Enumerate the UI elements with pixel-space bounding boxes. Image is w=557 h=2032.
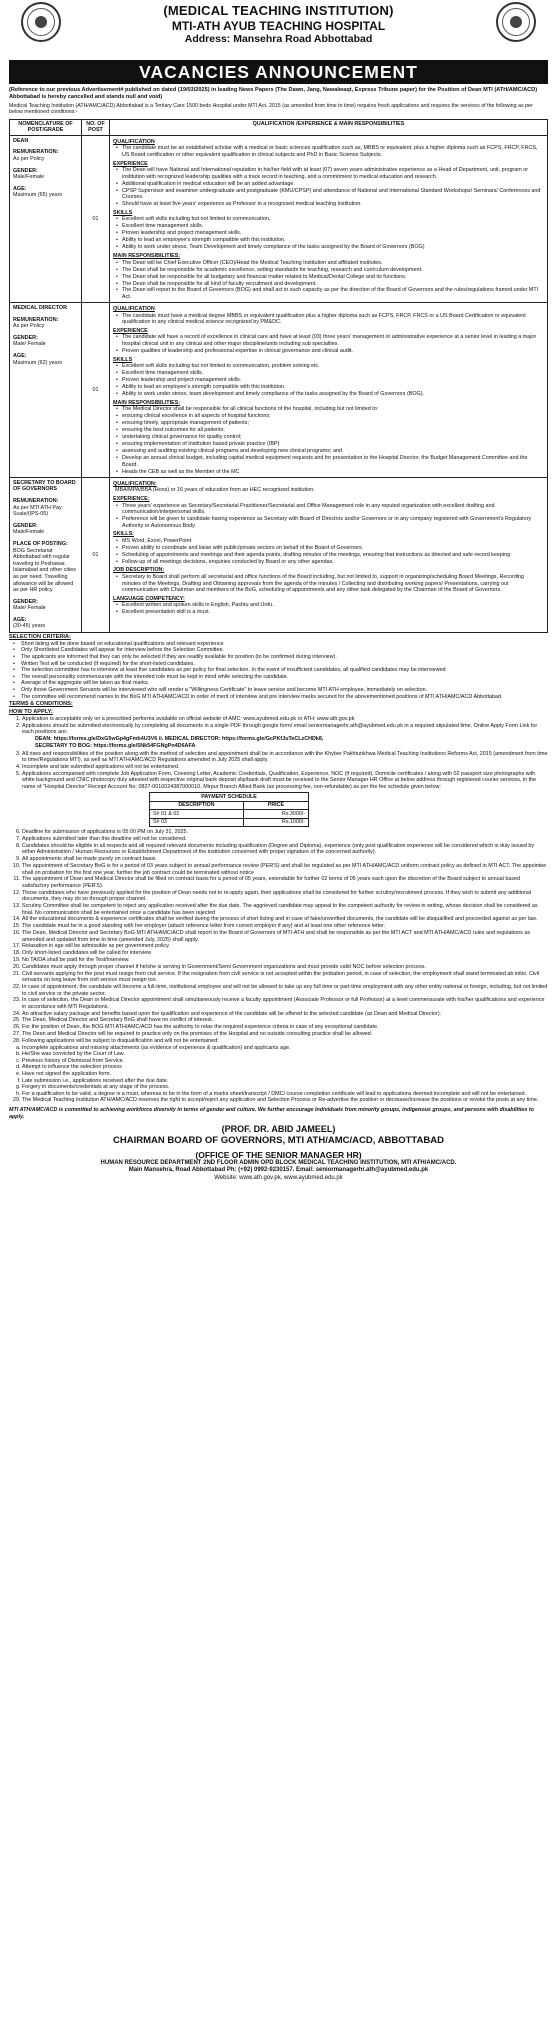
- section-heading: QUALIFICATION:: [113, 480, 157, 487]
- post-qualification-cell: [110, 477, 548, 632]
- payment-row-price: Rs.1000/-: [243, 818, 308, 826]
- section-item: • ensuring implementation of Institution based private practice (IBP): [122, 441, 544, 448]
- terms-item: 8. Candidates should be eligible in all respects and all required relevant documents including qualification (Degree and Diploma), experience (only post qualification experience will be considered which is duly issued by either Administration / Human Resources or Establishment Department of the institution concerned with proper signature of the concerned authority).: [22, 843, 548, 856]
- terms-item: 20. Candidates must apply through proper channel if he/she is serving in Government/Semi Government organizations and must provide valid NOC before selection process.: [22, 964, 548, 971]
- disqualification-list: [9, 1045, 548, 1098]
- section-heading: QUALIFICATION: [113, 138, 155, 145]
- selection-item: • The overall personality commensurate with the intended role must be kept in mind while selecting the candidate.: [21, 674, 548, 681]
- section-item: • Ability to lead an employee's strength compatible with this institution.: [122, 237, 544, 244]
- post-title: SECRETARY TO BOARD OF GOVERNORS: [13, 479, 76, 493]
- section-item: • ensuring clinical excellence in all aspects of hospital functions;: [122, 413, 544, 420]
- section-list: [113, 167, 544, 208]
- section-item: • The candidate must have a medical degree MBBS or equivalent qualification plus a higher diploma such as FCPS, FRCP, FRCS or a US Board Certification or equivalent qualification in any clinical medical science recognized by PM&DC.: [122, 313, 544, 326]
- institution-logo-left: [21, 2, 61, 42]
- terms-item: 7. Applications submitted later than this deadline will not be considered.: [22, 836, 548, 843]
- section-heading: SKILLS: [113, 356, 133, 363]
- section-item: • The candidate must be an established scholar with a medical or basic sciences qualification such as, MBBS or equivalent, plus a higher diploma such as FCPS, FRCP, FRCS, US Board certification or other equivalent qualification in clinical subjects and PhD in Basic Science Subjects.: [122, 145, 544, 158]
- payment-col-price: PRICE: [243, 801, 308, 809]
- terms-list-b: [9, 751, 548, 791]
- post-detail-label: AGE:: [13, 185, 27, 192]
- post-count: 01: [82, 303, 110, 478]
- section-heading: SKILLS: [113, 209, 133, 216]
- terms-item: 2. Applications should be submitted electronically by completing all documents in a single PDF through google form/ email seniormanagerhr.ath@ayubmed.edu.pk in a required stipulated time. Online Apply Form Link for each positions are;: [22, 723, 548, 736]
- selection-item: • Average of the aggregate will be taken as final marks.: [21, 680, 548, 687]
- disqualification-item: g. Forgery in documents/credentials at any stage of the process.: [22, 1084, 548, 1091]
- disqualification-item: c. Previous history of Dismissal from Service.: [22, 1058, 548, 1065]
- post-details-cell: [10, 303, 82, 478]
- terms-item: 28. Following applications will be subject to disqualification and will not be entertained:: [22, 1038, 548, 1045]
- terms-item: 16. The Dean, Medical Director and Secretary BoG MTI ATH/AMC/ACD shall report to the Board of Governors of MTI-ATH and shall be responsible as per the MTI ACT and MTI ATH/AMC/ACD rules and regulations as amended and updated from time to time (amended July, 2025) shall apply.: [22, 930, 548, 943]
- post-detail-label: REMUNERATION:: [13, 316, 59, 323]
- payment-schedule-title: PAYMENT SCHEDULE: [150, 793, 309, 801]
- apply-links: [9, 736, 548, 750]
- signatory-designation: CHAIRMAN BOARD OF GOVERNORS, MTI ATH/AMC/ACD, ABBOTTABAD: [113, 1135, 444, 1147]
- institution-logo-right: [496, 2, 536, 42]
- post-title: DEAN: [13, 137, 29, 144]
- terms-item: 1. Application is acceptable only on a prescribed performa available on official website of AMC: www.ayubmed.edu.pk or ATH: www.ath.gov.pk: [22, 716, 548, 723]
- section-item: • Proven leadership and project management skills.: [122, 230, 544, 237]
- selection-item: • Short listing will be done based on educational qualifications and relevant experience: [21, 641, 548, 648]
- section-item: • Preference will be given to candidate having experience as Secretary with Board of Directors and/or Governors or in any company registered with Government's Regulatory Authority or Autonomous Body.: [122, 516, 544, 529]
- section-heading: EXPERIENCE:: [113, 495, 150, 502]
- post-detail-value: As per Policy: [13, 323, 45, 330]
- post-detail-value: BOG Secretariat Abbottabad with regular traveling to Peshawar, Islamabad and other cities as per need. Travelling allowance will be allowed as per HR policy.: [13, 547, 76, 594]
- post-detail-label: GENDER:: [13, 598, 38, 605]
- terms-list-d: [9, 1097, 548, 1104]
- section-list: [113, 145, 544, 158]
- terms-item: 10. The appointment of Secretary BoG is for a period of 03 years subject to annual performance review (PER'S) and shall be regulated as per MTI ATH/AMC/ACD uniform contract policy as defined in MTI ACT. The appointee shall on probation for the first one year, further the job contract could be terminated without notice: [22, 863, 548, 876]
- office-address-line1: HUMAN RESOURCE DEPARTMENT 2ND FLOOR ADMIN OPD BLOCK MEDICAL TEACHING INSTITUTION, MTI ATH/AMC/ACD.: [100, 1160, 457, 1166]
- section-text: MBA/MPA/BBA (Hons) or 16 years of education from an HEC recognized institution.: [115, 487, 315, 494]
- section-list: [113, 574, 544, 594]
- terms-item: 13. Scrutiny Committee shall be competent to reject any application received after the due date. The aggrieved candidate may appeal to the competent authority for review in writing, whose decision shall be considered as final. No communication shall be entertained once a candidate has been rejected: [22, 903, 548, 916]
- section-list: [113, 503, 544, 530]
- signatory-name: (PROF. DR. ABID JAMEEL): [221, 1124, 336, 1135]
- section-item: • Should have at least five years' experience as Professor in a recognised medical teaching institution.: [122, 201, 544, 208]
- section-item: • Excellent time management skills.: [122, 223, 544, 230]
- section-item: • Ability to work under stress, team development and timely compliance of the tasks assigned by the Board of Governors (BOG).: [122, 391, 544, 398]
- section-list: [113, 363, 544, 398]
- payment-row-desc: S# 03: [150, 818, 244, 826]
- payment-schedule-table: [149, 792, 309, 827]
- section-list: [113, 313, 544, 326]
- col-header-post: NOMENCLATURE OF POST/GRADE: [10, 119, 82, 135]
- post-row: [10, 303, 548, 478]
- post-detail-label: PLACE OF POSTING:: [13, 540, 68, 547]
- terms-item: 4. Incomplete and late submitted applications will not be entertained.: [22, 764, 548, 771]
- post-details-cell: [10, 135, 82, 302]
- section-list: [113, 260, 544, 301]
- section-item: • The Dean shall be responsible for all budgetary and financial matter related to Medical/Dental College and its functions.: [122, 274, 544, 281]
- section-item: • ensuring the best outcomes for all patients;: [122, 427, 544, 434]
- section-item: • Three years' experience as Secretary/Secretarial Practitioner/Secretarial and Office Management role in any reputed organization with excellent drafting and communication/interpersonal skills.: [122, 503, 544, 516]
- posts-body: [10, 135, 548, 632]
- section-item: • Ability to lead an employee's strength compatible with this institution.: [122, 384, 544, 391]
- section-item: • The Dean shall be responsible for all kind of faculty recruitment and development.: [122, 281, 544, 288]
- terms-list-a: [9, 716, 548, 736]
- post-detail-label: REMUNERATION:: [13, 497, 59, 504]
- section-item: • The Dean shall be responsible for academic excellence, setting standards for teaching, research and curriculum development.: [122, 267, 544, 274]
- apply-link-secretary[interactable]: SECRETARY TO BOG: https://forms.gle/5Nk54FGNgPn4D6AFA: [35, 743, 196, 750]
- section-item: • MS Word, Excel, PowerPoint: [122, 538, 544, 545]
- section-item: • Proven qualities of leadership and professional expertise in clinical governance and clinical audit.: [122, 348, 544, 355]
- vacancies-banner: VACANCIES ANNOUNCEMENT: [9, 60, 548, 84]
- header-title-line1: (MEDICAL TEACHING INSTITUTION): [163, 3, 394, 18]
- terms-heading: TERMS & CONDITIONS:: [9, 701, 73, 708]
- terms-item: 29. The Medical Teaching Institution ATH/AMC/ACD reserves the right to accept/reject any application and Selection Process or Re-advertise the position or decrease/increase the positions or revoke the posts at any time.: [22, 1097, 548, 1104]
- section-item: • The Dean will have National and International reputation in his/her field with at least (07) seven years administrative experience as a Head of Department, unit, program or institution with recognized leadership qualities with a track record in teaching, and a commitment to medical education and research.: [122, 167, 544, 180]
- section-item: • Develop an annual clinical budget, including capital medical equipment requests and for presentation to the Hospital Director, the Budget Management Committee and the Board.: [122, 455, 544, 468]
- section-item: • Additional qualification in medical education will be an added advantage.: [122, 181, 544, 188]
- section-item: • Heads the CEB as well as the Member of the MC: [122, 469, 544, 476]
- disqualification-item: a. Incomplete applications and missing attachments (as evidence of experience & qualification) and applicants age.: [22, 1045, 548, 1052]
- payment-col-description: DESCRIPTION: [150, 801, 244, 809]
- payment-row-desc: S# 01 & 02: [150, 810, 244, 818]
- disqualification-item: b. He/She was convicted by the Court of Law.: [22, 1051, 548, 1058]
- post-detail-value: Maximum (65) years: [13, 192, 63, 199]
- terms-item: 21. Civil servants applying for the post must resign from civil service. If the resignation from civil service is not accepted within the probation period, in case of selection, the employment shall stand terminated ab initio. Civil servants on long leave from civil service must resign too.: [22, 971, 548, 984]
- section-item: • Scheduling of appointments and meetings and their agenda points, drafting minutes of the meetings, ensuring that instructions as directed and safe record keeping: [122, 552, 544, 559]
- section-heading: MAIN RESPONSIBILITIES:: [113, 252, 181, 259]
- selection-item: • Written Test will be conducted (if required) for the short-listed candidates.: [21, 661, 548, 668]
- selection-criteria-list: [9, 641, 548, 700]
- post-qualification-cell: [110, 135, 548, 302]
- post-row: [10, 135, 548, 302]
- terms-item: 12. Those candidates who have previously applied for the position of Dean needs not to re-apply again, their applications shall be considered for further scrutiny/recruitment process. If they wish to submit any additional documents, they may do so through proper channel.: [22, 890, 548, 903]
- apply-link-dean-md[interactable]: DEAN: https://forms.gle/DxG5wGp4gFmb4U3V6 ii. MEDICAL DIRECTOR: https://forms.gle/GcPKfJuTeCLzCHDk8,: [35, 736, 324, 743]
- terms-item: 22. In case of appointment, the candidate will become a full-time, institutional employee and will not be allowed to take up any full time or part-time employment with any other entity national or foreign, including, but not limited to civil service or the private sector.: [22, 984, 548, 997]
- how-to-apply-heading: HOW TO APPLY:: [9, 709, 53, 716]
- disqualification-item: d. Attempt to influence the selection process: [22, 1064, 548, 1071]
- office-website[interactable]: Website: www.ath.gov.pk, www.ayubmed.edu.pk: [214, 1174, 343, 1181]
- section-item: • assessing and auditing existing clinical programs and developing new clinical programs; and: [122, 448, 544, 455]
- col-header-qualification: QUALIFICATION /EXPERIENCE & MAIN RESPONSIBILITIES: [110, 119, 548, 135]
- section-heading: SKILLS:: [113, 531, 134, 538]
- section-list: [113, 406, 544, 475]
- section-item: • Excellent soft skills including but not limited to communication,: [122, 216, 544, 223]
- col-header-count: NO. OF POST: [82, 119, 110, 135]
- selection-item: • Only Shortlisted Candidates will appear for interview before the Selection Committee.: [21, 647, 548, 654]
- post-detail-label: GENDER:: [13, 167, 38, 174]
- section-item: • Excellent time management skills.: [122, 370, 544, 377]
- post-detail-value: Male/Female: [13, 529, 45, 536]
- post-detail-value: As per MTI ATH Pay Scale/(IPS-05): [13, 504, 62, 518]
- post-row: [10, 477, 548, 632]
- section-item: • Excellent presentation skill is a must.: [122, 609, 544, 616]
- section-item: • The candidate will have a record of excellence in clinical care and have at least (03) three years' management or administrative experience at a senior level in leading a major hospital clinical unit in any clinical and other major discipline/units including sub specialties.: [122, 334, 544, 347]
- selection-criteria-heading: SELECTION CRITERIA:: [9, 634, 71, 641]
- selection-item: • Only those Government Servants will be interviewed who will render a "Willingness Certificate" to leave service and become MTI ATH employee, immediately on selection.: [21, 687, 548, 694]
- section-item: • Excellent soft skills including but not limited to communication, problem solving etc.: [122, 363, 544, 370]
- terms-item: 15. The candidate must be in a good standing with her employer (attach reference letter from current employer if any) and at least one other reference letter.: [22, 923, 548, 930]
- payment-row-price: Rs.3000/-: [243, 810, 308, 818]
- post-detail-value: As per Policy: [13, 155, 45, 162]
- header-title-line2: MTI-ATH AYUB TEACHING HOSPITAL: [171, 18, 386, 33]
- section-heading: LANGUAGE COMPETENCY:: [113, 595, 185, 602]
- section-list: [113, 602, 544, 616]
- diversity-statement: MTI ATH/AMC/ACD is committed to achieving workforce diversity in terms of gender and culture. We further encourage Individuals from minority groups, indigenous groups, and persons with disabilities to apply.: [9, 1106, 534, 1120]
- section-heading: JOB DESCRIPTION:: [113, 567, 165, 574]
- section-item: • Excellent written and spoken skills in English, Pashtu and Urdu.: [122, 602, 544, 609]
- section-item: • Proven leadership and project management skills.: [122, 377, 544, 384]
- section-heading: EXPERIENCE: [113, 160, 148, 167]
- post-detail-value: Male/Female: [13, 174, 45, 181]
- section-list: [113, 334, 544, 354]
- intro-text: Medical Teaching Institution (ATH/AMC/ACD) Abbottabad is a Tertiary Care 1500 beds Hospital under MTI Act, 2015 (as amended from time to time) requires fresh applications and requires the services of the following as per below mentioned conditions:-: [9, 102, 533, 116]
- section-item: • ensuring timely, appropriate management of patients;: [122, 420, 544, 427]
- section-item: • Proven ability to coordinate and liaise with public/private sectors on behalf of the Board of Governors.: [122, 545, 544, 552]
- section-heading: QUALIFICATION: [113, 306, 155, 313]
- section-list: [113, 538, 544, 566]
- post-details-cell: [10, 477, 82, 632]
- selection-item: • The selection committee has to interview at least five candidates as per policy for final selection. In the event of insufficient candidates, all qualified candidates may be interviewed: [21, 667, 548, 674]
- header-address: Address: Mansehra Road Abbottabad: [184, 33, 373, 46]
- post-title: MEDICAL DIRECTOR: [13, 305, 68, 312]
- post-count: 01: [82, 135, 110, 302]
- signature-block: [9, 1124, 548, 1182]
- terms-item: 18. Only short-listed candidates will be called for interview: [22, 950, 548, 957]
- terms-item: 23. In case of selection, the Dean or Medical Director appointment shall simultaneously receive a faculty appointment (Associate Professor or full Professor) at a level commensurate with his/her qualifications and experience in accordance with MTI Regulations.: [22, 997, 548, 1010]
- terms-item: 11. The appointment of Dean and Medical Director shall be filled on contract basis for a period of 05 years, extendable for further 02 terms of 05 years each upon the discretion of the Board subject to annual based satisfactory performance (PER'S).: [22, 876, 548, 889]
- post-detail-label: GENDER:: [13, 334, 38, 341]
- selection-item: • The applicants are informed that they can only be selected if they are readily available for position (to be confirmed during interview).: [21, 654, 548, 661]
- terms-item: 6. Deadline for submission of applications is 05:00 PM on July 31, 2025.: [22, 829, 548, 836]
- disqualification-item: f. Late submission i.e., applications received after the due date.: [22, 1078, 548, 1085]
- terms-item: 27. The Dean and Medical Director will be required to practice only on the premises of the Hospital and no outside consulting practice shall be allowed.: [22, 1031, 548, 1038]
- post-detail-label: AGE:: [13, 353, 27, 360]
- terms-item: 5. Applications accompanied with complete Job Application Form, Covering Letter, Academic Credentials, Qualification, Experience, NOC (if required). Domicile certificates / along with 02 passport size photographs with white background and CNIC photocopy duly attested with respective original bank deposit slip/bank draft must be received to the Senior Manager HR Office at below address through registered courier services, in the name of "Hospital Director" Receipt Account No: 0827-0010024387000010, Mirpur Branch Allied Bank (as processing fee, non-refundable) as per the fee schedule given below:: [22, 771, 548, 791]
- terms-item: 24. An attractive salary package and benefits based upon the qualification and experience of the candidate will be offered to the selected candidate (as Dean and Medical Director).: [22, 1011, 548, 1018]
- post-qualification-cell: [110, 303, 548, 478]
- selection-item: • The committee will recommend names to the BoG MTI ATH/AMC/ACD in order of merit of interview and pre interview marks secured for the abovementioned positions of MTI ATH/AMC/ACD Abbottabad.: [21, 694, 548, 701]
- disqualification-item: e. Have not signed the application form.: [22, 1071, 548, 1078]
- terms-list-c: [9, 829, 548, 1044]
- vacancies-table: [9, 119, 548, 634]
- post-detail-value: Maximum (62) years: [13, 359, 63, 366]
- post-detail-value: (30-45) years: [13, 623, 46, 630]
- office-title: (OFFICE OF THE SENIOR MANAGER HR): [195, 1149, 362, 1160]
- post-detail-value: Male/ Female: [13, 605, 46, 612]
- terms-item: 3. All rises and responsibilities of the position along with the method of selection and appointment shall be in accordance with the Khyber Pakhtunkhwa Medical Teaching Institutions Reforms Act, 2015 (amendment from time to time/Regulations MTI), as well as MTI ATH/AMC/ACD Regulations amended in July 2025 shall apply.: [22, 751, 548, 764]
- section-item: • Secretary to Board shall perform all secretarial and office functions of the Board including, but not limited to, support in organizing/scheduling Board Meetings, Recording minutes of the Meetings, Drafting and Obtaining approvals from the agenda of the minutes / Collecting and distributing working papers/ Presentations, carrying out communication with Chairman and members of the BoG, scheduling of appointments and any other task delegated by the Chairman of the Board of Governors.: [122, 574, 544, 594]
- post-detail-label: REMUNERATION:: [13, 149, 59, 156]
- section-item: • Follow-up of all meetings decisions, enquiries conducted by Board or any other agendas.: [122, 559, 544, 566]
- section-list: [113, 216, 544, 251]
- terms-item: 14. All the educational documents & experience certificates shall be verified during the process of short listing and in case of fake/unverified documents, the candidate will be disqualified and proceeded against as per law.: [22, 916, 548, 923]
- terms-item: 25. The Dean, Medical Director and Secretary BoG shall have no conflict of interest.: [22, 1017, 548, 1024]
- section-item: • Ability to work under stress, Team Development and timely compliance of the tasks assigned by the Board of Governors (BOG): [122, 244, 544, 251]
- section-item: • The Medical Director shall be responsible for all clinical functions of the hospital, including but not limited to:: [122, 406, 544, 413]
- reference-note: (Reference to our previous Advertisement# published on dated (19/03/2025) in leading News Papers (The Dawn, Jang, Nawalwaqt, Express Tribune paper) for the Position of Dean MTI (ATH/AMC/ACD) Abbottabad is hereby cancelled and stands null and void): [9, 87, 538, 100]
- terms-item: 19. No TA/DA shall be paid for the Test/Interview.: [22, 957, 548, 964]
- post-detail-label: GENDER:: [13, 522, 38, 529]
- section-heading: MAIN RESPONSIBILITIES:: [113, 399, 181, 406]
- section-item: • undertaking clinical governance for quality control;: [122, 434, 544, 441]
- terms-item: 26. For the position of Dean, the BOG MTI ATH/AMC/ACD has the authority to relax the required experience criteria in case of any exceptional candidate.: [22, 1024, 548, 1031]
- terms-item: 9. All appointments shall be made purely on contract basis.: [22, 856, 548, 863]
- section-item: • CPSP Supervisor and examiner undergraduate and postgraduate (KMU/CPSP) and attendance of National and International Standard Workshops/ Seminars/ Conferences and Courses.: [122, 188, 544, 201]
- post-detail-value: Male/ Female: [13, 341, 46, 348]
- post-count: 01: [82, 477, 110, 632]
- section-item: • The Dean will be Chief Executive Officer (CEO)/Head the Medical Teaching Institution and affiliated institutes.: [122, 260, 544, 267]
- disqualification-item: h. For a qualification to be valid, a degree is a must, whereas to be in the form of a marks sheet/transcript / DMC/ course completion certificate will lead to applications deemed incomplete and will not be entertained.: [22, 1091, 548, 1098]
- section-item: • The Dean will report to the Board of Governors (BOG) and shall act in such capacity as per the direction of the Board of Governors and the rules/regulations framed under MTI Act.: [122, 287, 544, 300]
- post-detail-label: AGE:: [13, 616, 27, 623]
- office-address-line2: Main Mansehra, Road Abbottabad Ph: (+92) 0992-9230157. Email: seniormanagerhr.ath@ayubmed.edu.pk: [128, 1167, 429, 1174]
- terms-item: 17. Relaxation in age will be admissible as per government policy.: [22, 943, 548, 950]
- section-heading: EXPERIENCE: [113, 327, 148, 334]
- header: [9, 0, 548, 58]
